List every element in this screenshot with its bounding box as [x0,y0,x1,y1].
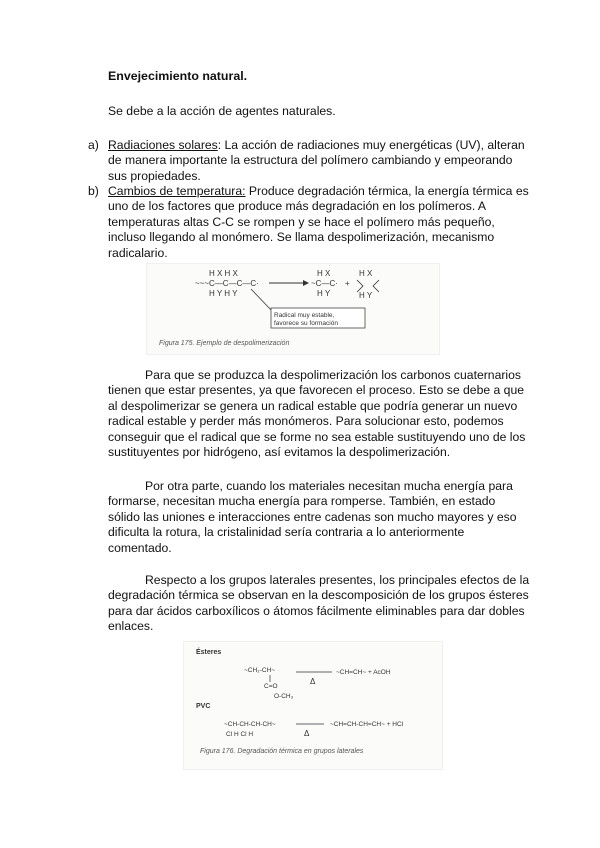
callout-pointer [251,289,272,311]
monomer-bottom: H Y [359,291,373,300]
formula-top-right: H X [317,269,331,278]
list-marker: b) [88,184,99,198]
list-marker: a) [88,138,99,152]
list-item-line: incluso llegando al monómero. Se llama despolimerización, mecanismo [108,230,495,245]
formula-plus: + [345,279,350,288]
paragraph-line: para dar ácidos carboxílicos o átomos fácilmente eliminables para dar dobles [108,603,525,618]
list-item-line: sus propiedades. [108,168,201,183]
paragraph-line: dificulta la rotura, la cristalinidad sería contraria a lo anteriormente [108,525,465,540]
ester-carbonyl: C=O [264,683,278,690]
intro-text: Se debe a la acción de agentes naturales. [108,104,336,118]
figure-caption: Figura 175. Ejemplo de despolimerización [159,340,290,347]
formula-bottom-right: H Y [317,289,331,298]
list-item-line: radicalario. [108,245,168,260]
pvc-substituents: Cl H Cl H [226,731,254,738]
figure-caption: Figura 176. Degradación térmica en grupos laterales [200,748,364,755]
paragraph-line: Por otra parte, cuando los materiales necesitan mucha energía para [145,479,513,493]
paragraph-line: degradación térmica se observan en la descomposición de los grupos ésteres [108,588,529,603]
paragraph-line: sólido las uniones e interacciones entre cadenas son mucho mayores y eso [108,509,517,524]
callout-line-2: favorece su formación [274,320,338,327]
paragraph-grupos-laterales [108,573,538,635]
arrow-head [303,280,309,286]
ester-product: ~CH=CH~ + AcOH [336,669,391,676]
paragraph-line: sustituyentes por hidrógeno, así evitamos la despolimerización. [108,445,451,460]
label-pvc: PVC [196,703,211,710]
label-esteres: Ésteres [196,649,222,656]
ester-methoxy: O-CH₃ [274,693,294,700]
depolymerization-diagram [147,264,439,354]
pvc-delta: Δ [304,729,310,738]
paragraph-line: radical estable y perder más monómeros. Para solucionar esto, podemos [108,414,504,429]
paragraph-line: Para que se produzca la despolimerización los carbonos cuaternarios [145,368,521,382]
list-item-radiaciones [88,138,538,184]
callout-line-1: Radical muy estable, [274,312,335,319]
paragraph-line: Respecto a los grupos laterales presentes, los principales efectos de la [145,573,530,587]
paragraph-line: tienen que estar presentes, ya que favorecen el proceso. Esto se debe a que [108,383,525,398]
ester-delta: Δ [310,677,316,686]
paragraph-line: conseguir que el radical que se forme no sea estable sustituyendo uno de los [108,429,526,444]
figure-depolymerization [146,263,440,355]
pvc-product: ~CH=CH-CH=CH~ + HCl [330,721,404,728]
list-item-line: Radiaciones solares: La acción de radiaciones muy energéticas (UV), alteran [108,138,525,152]
ester-reactant: ~CH₂-CH~ [244,667,276,674]
formula-chain-left: ~~~C—C—C—C· [195,279,259,288]
paragraph-line: al despolimerizar se genera un radical estable que podría generar un nuevo [108,398,518,413]
pvc-reactant: ~CH-CH-CH-CH~ [224,721,276,728]
list-item-line: de manera importante la estructura del polímero cambiando y empeorando [108,153,513,168]
monomer-top: H X [359,269,373,278]
section-title: Envejecimiento natural. [108,69,248,83]
paragraph-energia [108,479,538,556]
lateral-groups-diagram [184,642,442,769]
formula-chain-right: ~C—C· [311,279,338,288]
paragraph-line: formarse, necesitan mucha energía para romperse. También, en estado [108,494,496,509]
paragraph-line: enlaces. [108,619,154,634]
list-item-line: temperaturas altas C-C se rompen y se hace el polímero más pequeño, [108,214,495,229]
formula-top-left: H X H X [209,269,238,278]
figure-lateral-groups [183,641,443,770]
paragraph-line: comentado. [108,540,172,555]
formula-bottom-left: H Y H Y [209,289,238,298]
list-item-temperatura [88,184,538,261]
list-item-line: Cambios de temperatura: Produce degradación térmica, la energía térmica es [108,184,529,198]
list-item-term: Cambios de temperatura: [108,184,246,198]
list-item-term: Radiaciones solares [108,138,218,152]
paragraph-despolimerizacion [108,368,538,460]
list-item-line: uno de los factores que produce más degradación en los polímeros. A [108,199,487,214]
